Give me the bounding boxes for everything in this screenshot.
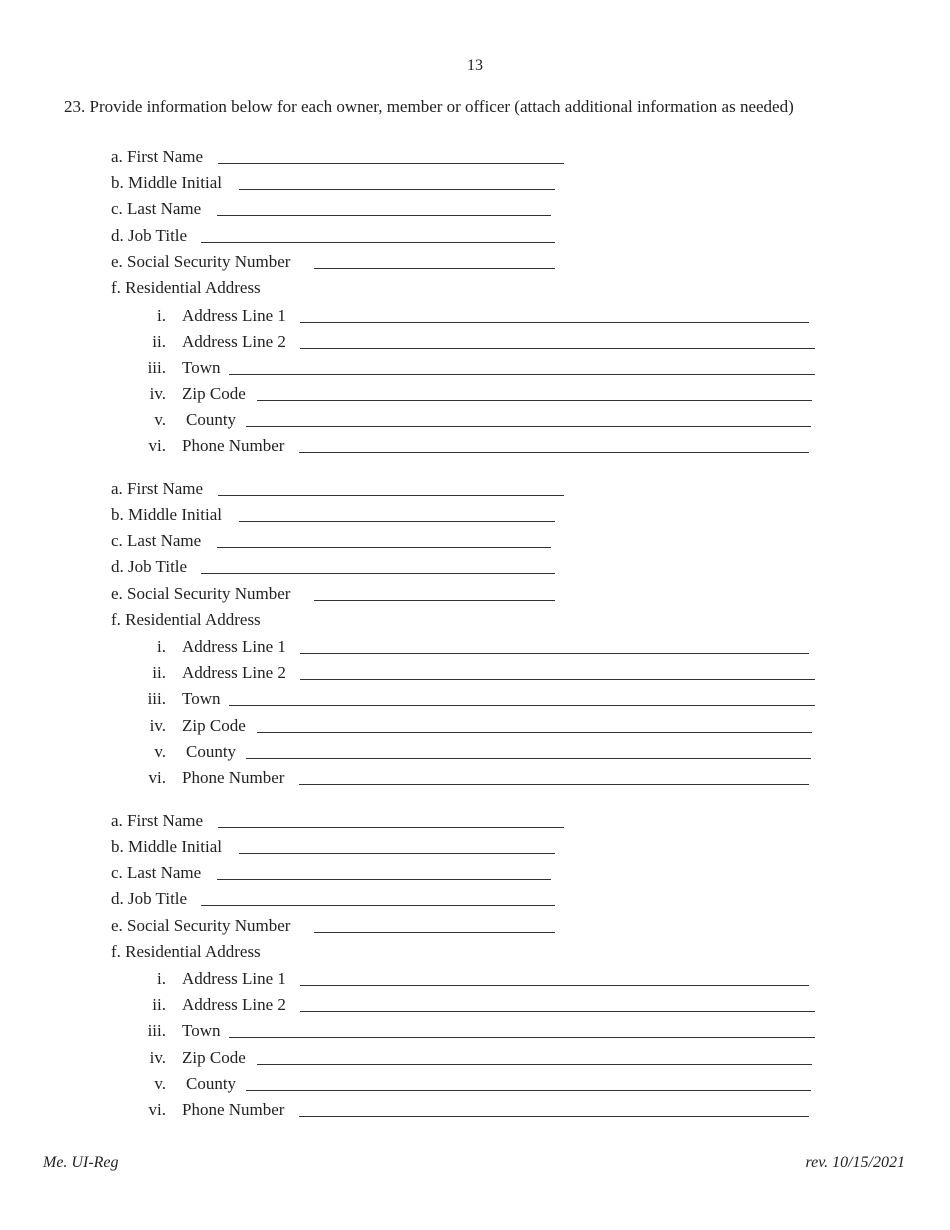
town-field: iii. Town [146, 357, 826, 381]
last-name-label: c. Last Name [111, 531, 202, 550]
address-line-2-field: ii. Address Line 2 [146, 662, 826, 686]
address-line-1-field: i. Address Line 1 [146, 636, 826, 660]
middle-initial-field [111, 836, 571, 860]
middle-initial-field [111, 172, 571, 196]
job-title-input-line[interactable] [201, 573, 555, 574]
question-23-text: 23. Provide information below for each owner, member or officer (attach additional information as needed) [64, 97, 794, 116]
middle-initial-input-line[interactable] [239, 189, 555, 190]
last-name-input-line[interactable] [217, 215, 551, 216]
ssn-label: e. Social Security Number [111, 916, 291, 935]
address-line-2-input-line[interactable] [300, 1011, 815, 1012]
phone-number-field: vi. Phone Number [146, 1099, 826, 1123]
ssn-label: e. Social Security Number [111, 252, 291, 271]
ssn-input-line[interactable] [314, 932, 555, 933]
first-name-input-line[interactable] [218, 827, 564, 828]
job-title-input-line[interactable] [201, 242, 555, 243]
last-name-input-line[interactable] [217, 547, 551, 548]
zip-code-input-line[interactable] [257, 1064, 812, 1065]
first-name-field [111, 478, 571, 502]
middle-initial-field [111, 504, 571, 528]
county-input-line[interactable] [246, 1090, 811, 1091]
job-title-field [111, 888, 571, 912]
first-name-field [111, 810, 571, 834]
job-title-label: d. Job Title [111, 557, 188, 576]
first-name-input-line[interactable] [218, 495, 564, 496]
last-name-input-line[interactable] [217, 879, 551, 880]
first-name-label: a. First Name [111, 479, 204, 498]
last-name-label: c. Last Name [111, 199, 202, 218]
job-title-field [111, 556, 571, 580]
middle-initial-input-line[interactable] [239, 853, 555, 854]
residential-address-heading: f. Residential Address [111, 278, 261, 297]
ssn-input-line[interactable] [314, 600, 555, 601]
phone-number-input-line[interactable] [299, 1116, 809, 1117]
address-line-1-field: i. Address Line 1 [146, 305, 826, 329]
first-name-field [111, 146, 571, 170]
middle-initial-input-line[interactable] [239, 521, 555, 522]
county-field: v. County [146, 409, 826, 433]
zip-code-field: iv. Zip Code [146, 1047, 826, 1071]
address-line-2-field: ii. Address Line 2 [146, 994, 826, 1018]
job-title-label: d. Job Title [111, 889, 188, 908]
ssn-field [111, 251, 571, 275]
ssn-label: e. Social Security Number [111, 584, 291, 603]
job-title-label: d. Job Title [111, 226, 188, 245]
address-line-2-input-line[interactable] [300, 679, 815, 680]
job-title-field [111, 225, 571, 249]
residential-address-heading: f. Residential Address [111, 610, 261, 629]
zip-code-field: iv. Zip Code [146, 715, 826, 739]
ssn-input-line[interactable] [314, 268, 555, 269]
job-title-input-line[interactable] [201, 905, 555, 906]
address-line-2-input-line[interactable] [300, 348, 815, 349]
phone-number-input-line[interactable] [299, 784, 809, 785]
first-name-label: a. First Name [111, 811, 204, 830]
footer-revision-date: rev. 10/15/2021 [805, 1154, 905, 1171]
footer-form-id: Me. UI-Reg [43, 1154, 119, 1171]
county-input-line[interactable] [246, 426, 811, 427]
town-input-line[interactable] [229, 1037, 815, 1038]
address-line-1-input-line[interactable] [300, 985, 809, 986]
residential-address-heading: f. Residential Address [111, 942, 261, 961]
ssn-field [111, 583, 571, 607]
last-name-label: c. Last Name [111, 863, 202, 882]
address-line-2-field: ii. Address Line 2 [146, 331, 826, 355]
ssn-field [111, 915, 571, 939]
town-field: iii. Town [146, 1020, 826, 1044]
county-input-line[interactable] [246, 758, 811, 759]
address-line-1-input-line[interactable] [300, 653, 809, 654]
middle-initial-label: b. Middle Initial [111, 837, 222, 856]
last-name-field [111, 530, 571, 554]
page-number: 13 [467, 57, 483, 74]
address-line-1-input-line[interactable] [300, 322, 809, 323]
zip-code-field: iv. Zip Code [146, 383, 826, 407]
first-name-input-line[interactable] [218, 163, 564, 164]
county-field: v. County [146, 741, 826, 765]
phone-number-input-line[interactable] [299, 452, 809, 453]
first-name-label: a. First Name [111, 147, 204, 166]
town-field: iii. Town [146, 688, 826, 712]
middle-initial-label: b. Middle Initial [111, 505, 222, 524]
middle-initial-label: b. Middle Initial [111, 173, 222, 192]
county-field: v. County [146, 1073, 826, 1097]
address-line-1-field: i. Address Line 1 [146, 968, 826, 992]
phone-number-field: vi. Phone Number [146, 767, 826, 791]
zip-code-input-line[interactable] [257, 732, 812, 733]
town-input-line[interactable] [229, 705, 815, 706]
town-input-line[interactable] [229, 374, 815, 375]
zip-code-input-line[interactable] [257, 400, 812, 401]
last-name-field [111, 198, 571, 222]
phone-number-field: vi. Phone Number [146, 435, 826, 459]
last-name-field [111, 862, 571, 886]
